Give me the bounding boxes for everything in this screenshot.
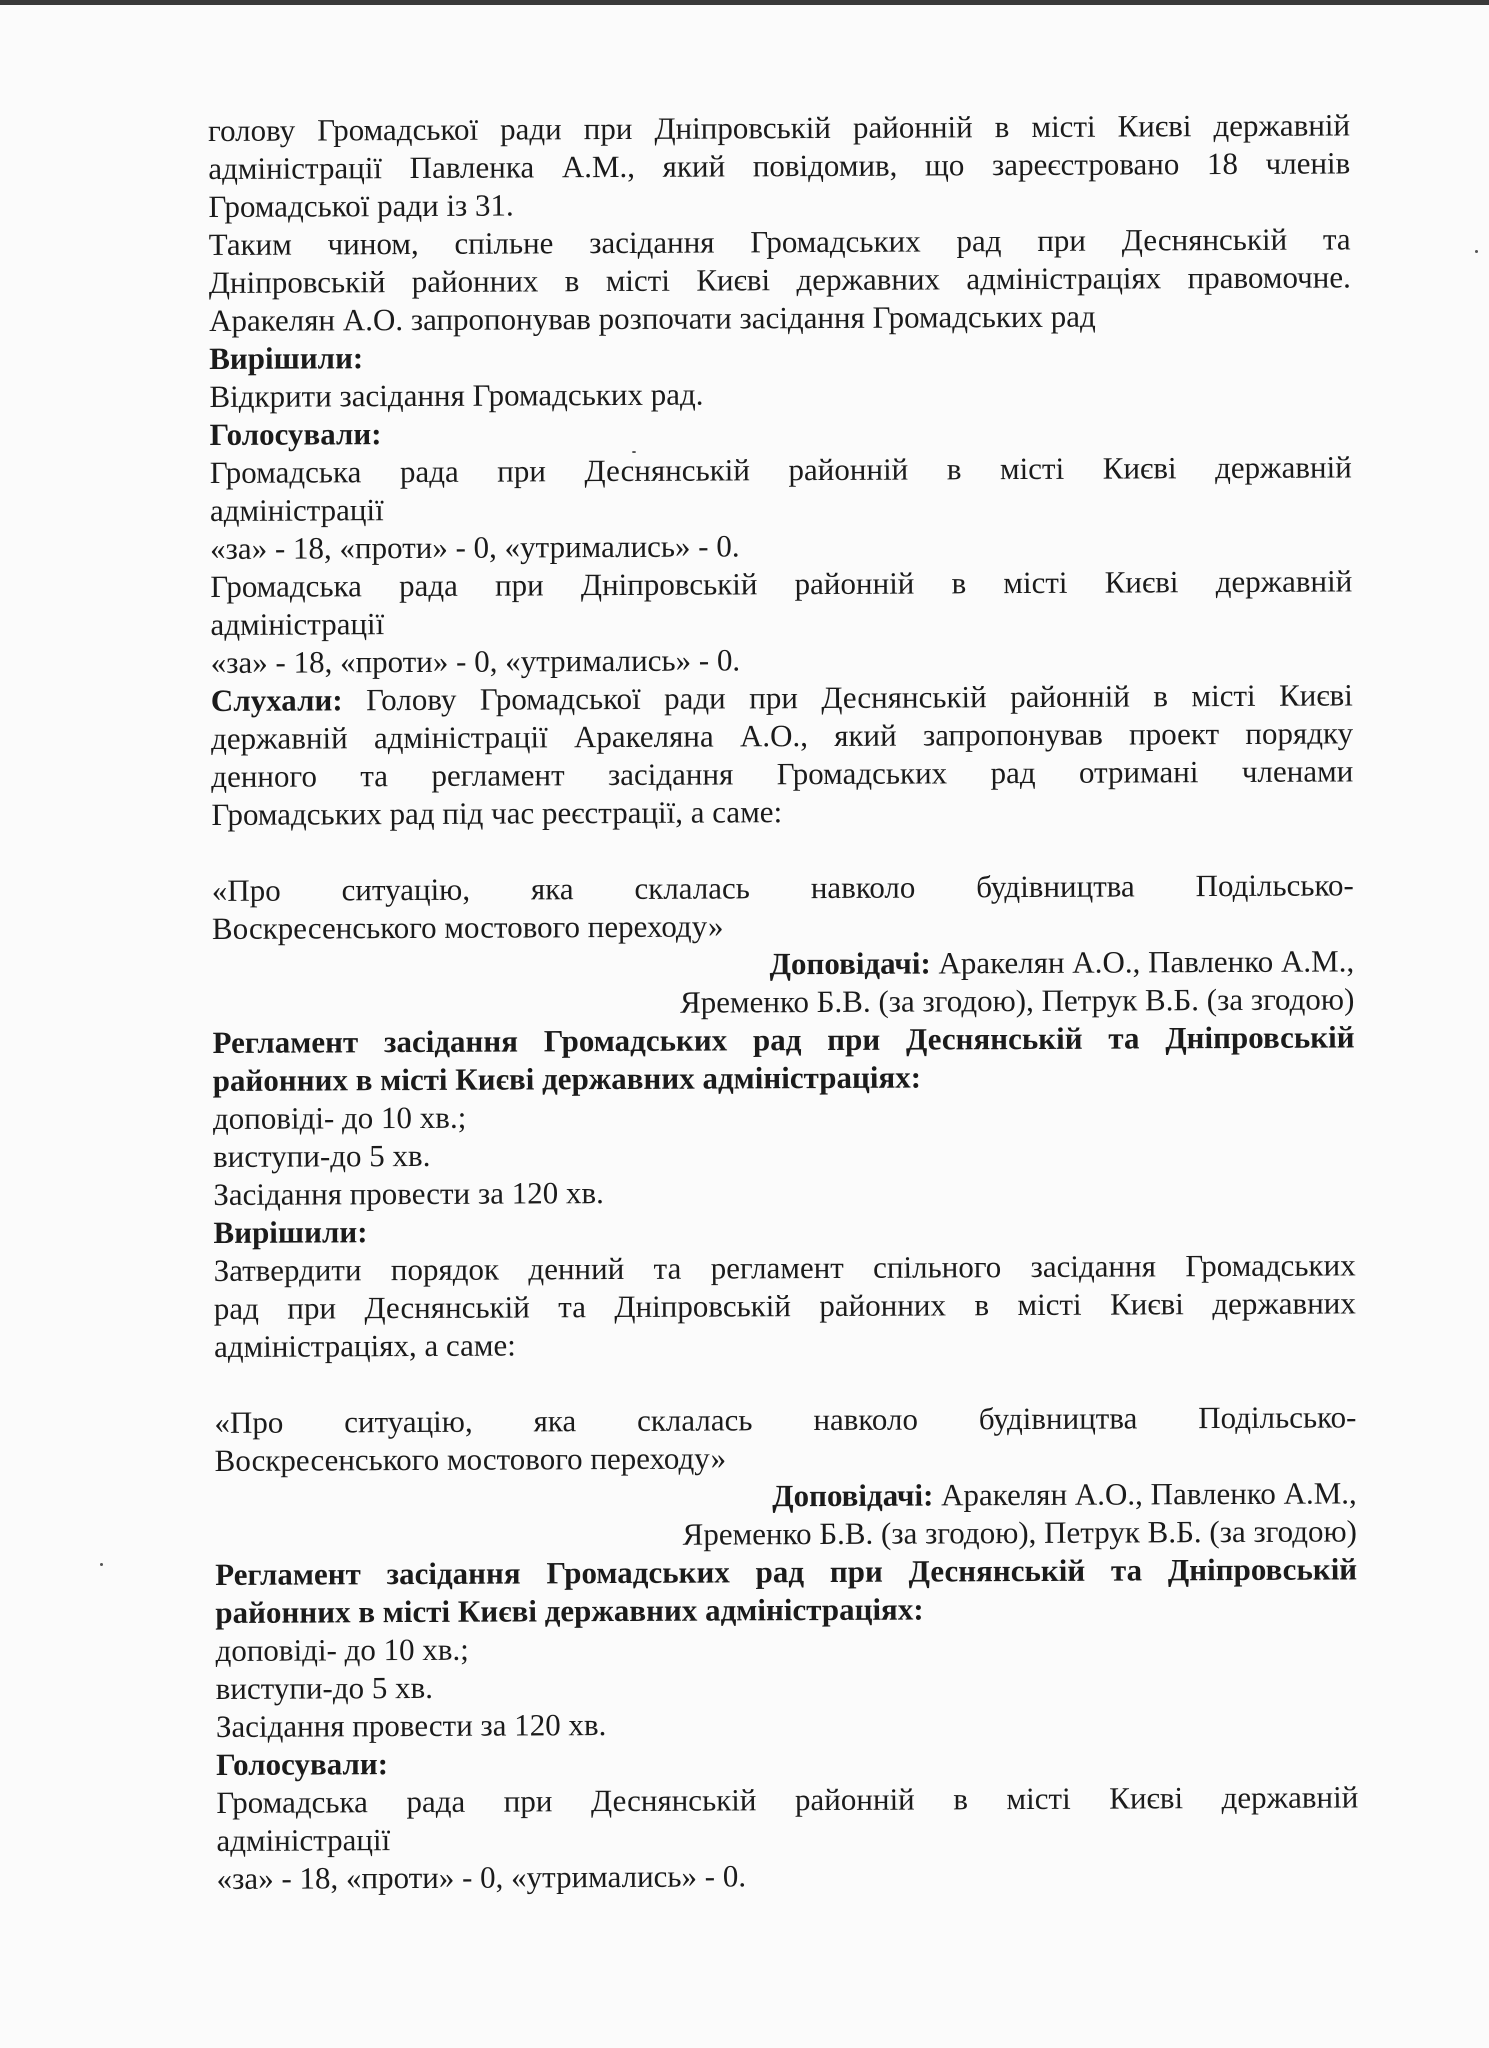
blank-line: [214, 1360, 1356, 1404]
speakers-line: [212, 942, 1354, 986]
agenda-item-line: «Про ситуацію, яка склалась навколо будівництва Подільсько-: [211, 867, 1354, 908]
paragraph-line: Громадських рад під час реєстрації, а саме:: [211, 794, 783, 832]
scan-speck: [100, 1563, 103, 1566]
speakers-label: Доповідачі:: [769, 945, 931, 982]
speakers-text: Аракелян А.О., Павленко А.М.,: [933, 1475, 1357, 1513]
regulation-heading: Регламент засідання Громадських рад при Деснянській та Дніпровській: [215, 1551, 1358, 1592]
agenda-item-line: Воскресенського мостового переходу»: [211, 908, 724, 946]
regulation-heading: Регламент засідання Громадських рад при Деснянській та Дніпровській: [212, 1019, 1355, 1060]
paragraph-line: Громадська рада при Дніпровській районній в місті Києві державній: [210, 563, 1353, 604]
scan-speck: [1475, 250, 1478, 253]
speakers-line: Яременко Б.В. (за згодою), Петрук В.Б. (за згодою): [682, 1513, 1358, 1552]
regulation-heading: районних в місті Києві державних адміністраціях:: [215, 1591, 924, 1630]
speakers-line: [215, 1474, 1357, 1518]
speakers-label: Доповідачі:: [772, 1477, 934, 1514]
paragraph-line: державній адміністрації Аракеляна А.О., який запропонував проект порядку: [210, 715, 1354, 756]
paragraph-line: [211, 676, 1353, 720]
scan-top-edge: [0, 0, 1489, 5]
paragraph-line: Громадської ради із 31.: [208, 187, 514, 224]
speakers-line: Яременко Б.В. (за згодою), Петрук В.Б. (за згодою): [679, 981, 1355, 1020]
section-heading: Вирішили:: [209, 340, 364, 376]
paragraph-line: Затвердити порядок денний та регламент спільного засідання Громадських: [213, 1247, 1356, 1288]
agenda-item-line: Воскресенського мостового переходу»: [214, 1440, 727, 1478]
blank-line: [212, 828, 1354, 872]
section-heading: Слухали:: [210, 682, 343, 718]
regulation-heading: районних в місті Києві державних адміністраціях:: [212, 1059, 922, 1098]
paragraph-line: адміністрації: [216, 1822, 391, 1858]
paragraph-line: адміністраціях, а саме:: [213, 1327, 516, 1364]
section-heading: Голосували:: [215, 1746, 389, 1782]
section-heading: Вирішили:: [213, 1214, 368, 1250]
vote-result: «за» - 18, «проти» - 0, «утримались» - 0.: [210, 642, 741, 680]
paragraph-line: голову Громадської ради при Дніпровській районній в місті Києві державній: [208, 107, 1351, 148]
paragraph-line: адміністрації: [209, 492, 384, 528]
vote-result: «за» - 18, «проти» - 0, «утримались» - 0.: [210, 528, 740, 566]
speakers-text: Аракелян А.О., Павленко А.М.,: [930, 943, 1355, 981]
regulation-item: виступи-до 5 хв.: [213, 1137, 431, 1174]
regulation-item: Засідання провести за 120 хв.: [213, 1175, 604, 1212]
paragraph-line: Таким чином, спільне засідання Громадських рад при Деснянській та: [208, 221, 1351, 262]
paragraph-text: Голову Громадської ради при Деснянській районній в місті Києві: [342, 677, 1353, 718]
regulation-item: виступи-до 5 хв.: [215, 1669, 434, 1706]
paragraph-line: Дніпровській районних в місті Києві державних адміністраціях правомочне.: [208, 259, 1351, 300]
regulation-item: доповіді- до 10 хв.;: [215, 1631, 469, 1668]
paragraph-line: адміністрації: [210, 606, 385, 642]
paragraph-line: Громадська рада при Деснянській районній в місті Києві державній: [209, 449, 1352, 490]
paragraph-line: Аракелян А.О. запропонував розпочати засідання Громадських рад: [208, 298, 1096, 338]
paragraph-line: адміністрації Павленка А.М., який повідомив, що зареєстровано 18 членів: [208, 145, 1351, 186]
document-body: [208, 106, 1359, 1898]
regulation-item: доповіді- до 10 хв.;: [212, 1099, 467, 1136]
vote-result: «за» - 18, «проти» - 0, «утримались» - 0.: [216, 1858, 747, 1896]
agenda-item-line: «Про ситуацію, яка склалась навколо будівництва Подільсько-: [214, 1399, 1357, 1440]
paragraph-line: рад при Деснянській та Дніпровській районних в місті Києві державних: [213, 1285, 1356, 1326]
paragraph-line: денного та регламент засідання Громадських рад отримані членами: [211, 753, 1354, 794]
section-heading: Голосували:: [209, 416, 382, 452]
paragraph-line: Відкрити засідання Громадських рад.: [209, 376, 704, 414]
regulation-item: Засідання провести за 120 хв.: [215, 1707, 607, 1744]
paragraph-line: Громадська рада при Деснянській районній в місті Києві державній: [216, 1779, 1359, 1820]
